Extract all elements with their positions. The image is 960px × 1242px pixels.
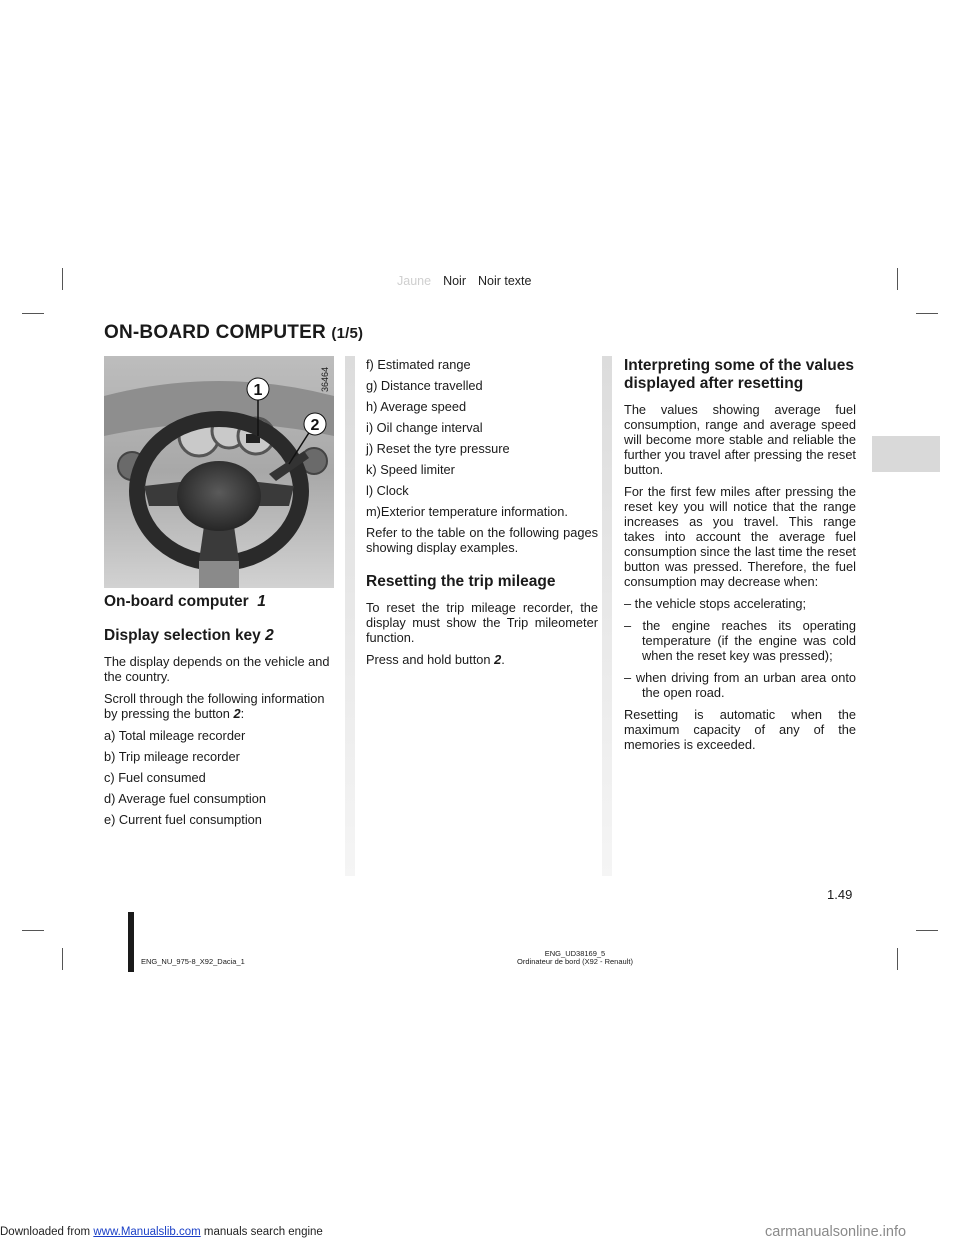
dash-item: – the engine reaches its operating temperature (if the engine was cold when the reset key was pressed); [624, 618, 856, 663]
list-item: b) Trip mileage recorder [104, 749, 240, 764]
crop-mark [62, 268, 63, 290]
crop-mark [916, 930, 938, 931]
paragraph: Press and hold button 2. [366, 652, 505, 667]
page-number: 1.49 [827, 887, 853, 902]
paragraph: The values showing average fuel consumption, range and average speed will become more stable and reliable the further you travel after pressing the reset button. [624, 402, 856, 477]
list-item: h) Average speed [366, 399, 467, 414]
list-item: f) Estimated range [366, 357, 471, 372]
paragraph: Scroll through the following information by pressing the button 2: [104, 691, 325, 721]
footer-bar [128, 912, 134, 972]
color-mark-noir: Noir [443, 274, 466, 288]
crop-mark [897, 268, 898, 290]
list-item: g) Distance travelled [366, 378, 483, 393]
crop-mark [916, 313, 938, 314]
crop-mark [897, 948, 898, 970]
paragraph: For the first few miles after pressing the reset key you will notice that the range increases as you travel. This range takes into account the average fuel consumption since the last time the reset button was pressed. Therefore, the fuel consumption may decrease when: [624, 484, 856, 589]
download-banner [0, 1226, 323, 1238]
column-3 [624, 357, 856, 759]
section-tab [872, 436, 940, 472]
steering-wheel-figure [104, 356, 334, 588]
heading-resetting-trip-mileage: Resetting the trip mileage [366, 573, 556, 590]
watermark-brand: carmanualsonline.info [765, 1224, 907, 1240]
callout-2: 2 [310, 417, 320, 434]
title-main: ON-BOARD COMPUTER [104, 322, 326, 343]
paragraph: Refer to the table on the following pages showing display examples. [366, 525, 598, 555]
list-item: a) Total mileage recorder [104, 728, 246, 743]
dash-item: – when driving from an urban area onto the open road. [624, 670, 856, 700]
list-item: e) Current fuel consumption [104, 812, 262, 827]
list-item: j) Reset the tyre pressure [366, 441, 510, 456]
crop-mark [62, 948, 63, 970]
crop-mark [22, 313, 44, 314]
footer-right-code: ENG_UD38169_5 [544, 949, 606, 958]
list-item: c) Fuel consumed [104, 770, 206, 785]
column-divider [345, 356, 355, 876]
crop-mark [22, 930, 44, 931]
color-marks [397, 274, 567, 288]
list-item: l) Clock [366, 483, 409, 498]
steering-wheel-illustration [104, 356, 334, 588]
manualslib-link[interactable]: www.Manualslib.com [93, 1226, 201, 1238]
dash-item: – the vehicle stops accelerating; [624, 596, 807, 611]
heading-onboard-computer: On-board computer 1 [104, 593, 266, 610]
paragraph: The display depends on the vehicle and the country. [104, 654, 330, 684]
list-item: k) Speed limiter [366, 462, 455, 477]
footer-right-desc: Ordinateur de bord (X92 - Renault) [517, 957, 633, 966]
callout-1: 1 [253, 382, 263, 399]
heading-display-selection-key: Display selection key 2 [104, 627, 274, 644]
title-part: (1/5) [331, 325, 364, 342]
paragraph: To reset the trip mileage recorder, the display must show the Trip mileometer function. [366, 600, 598, 645]
column-divider [602, 356, 612, 876]
column-2 [366, 357, 598, 674]
page-title [104, 322, 363, 344]
column-1 [104, 593, 336, 833]
download-suffix: manuals search engine [200, 1226, 323, 1238]
list-item: d) Average fuel consumption [104, 791, 266, 806]
heading-interpreting-values: Interpreting some of the values displayed after resetting [624, 357, 854, 392]
list-item: i) Oil change interval [366, 420, 483, 435]
paragraph: Resetting is automatic when the maximum capacity of any of the memories is exceeded. [624, 707, 856, 752]
footer-left-code: ENG_NU_975-8_X92_Dacia_1 [141, 957, 245, 966]
figure-code: 36464 [320, 366, 330, 392]
list-item: m)Exterior temperature information. [366, 504, 568, 519]
color-mark-jaune: Jaune [397, 274, 432, 288]
footer-right [505, 950, 645, 966]
color-mark-noir-texte: Noir texte [477, 274, 532, 288]
download-prefix: Downloaded from [0, 1226, 91, 1238]
